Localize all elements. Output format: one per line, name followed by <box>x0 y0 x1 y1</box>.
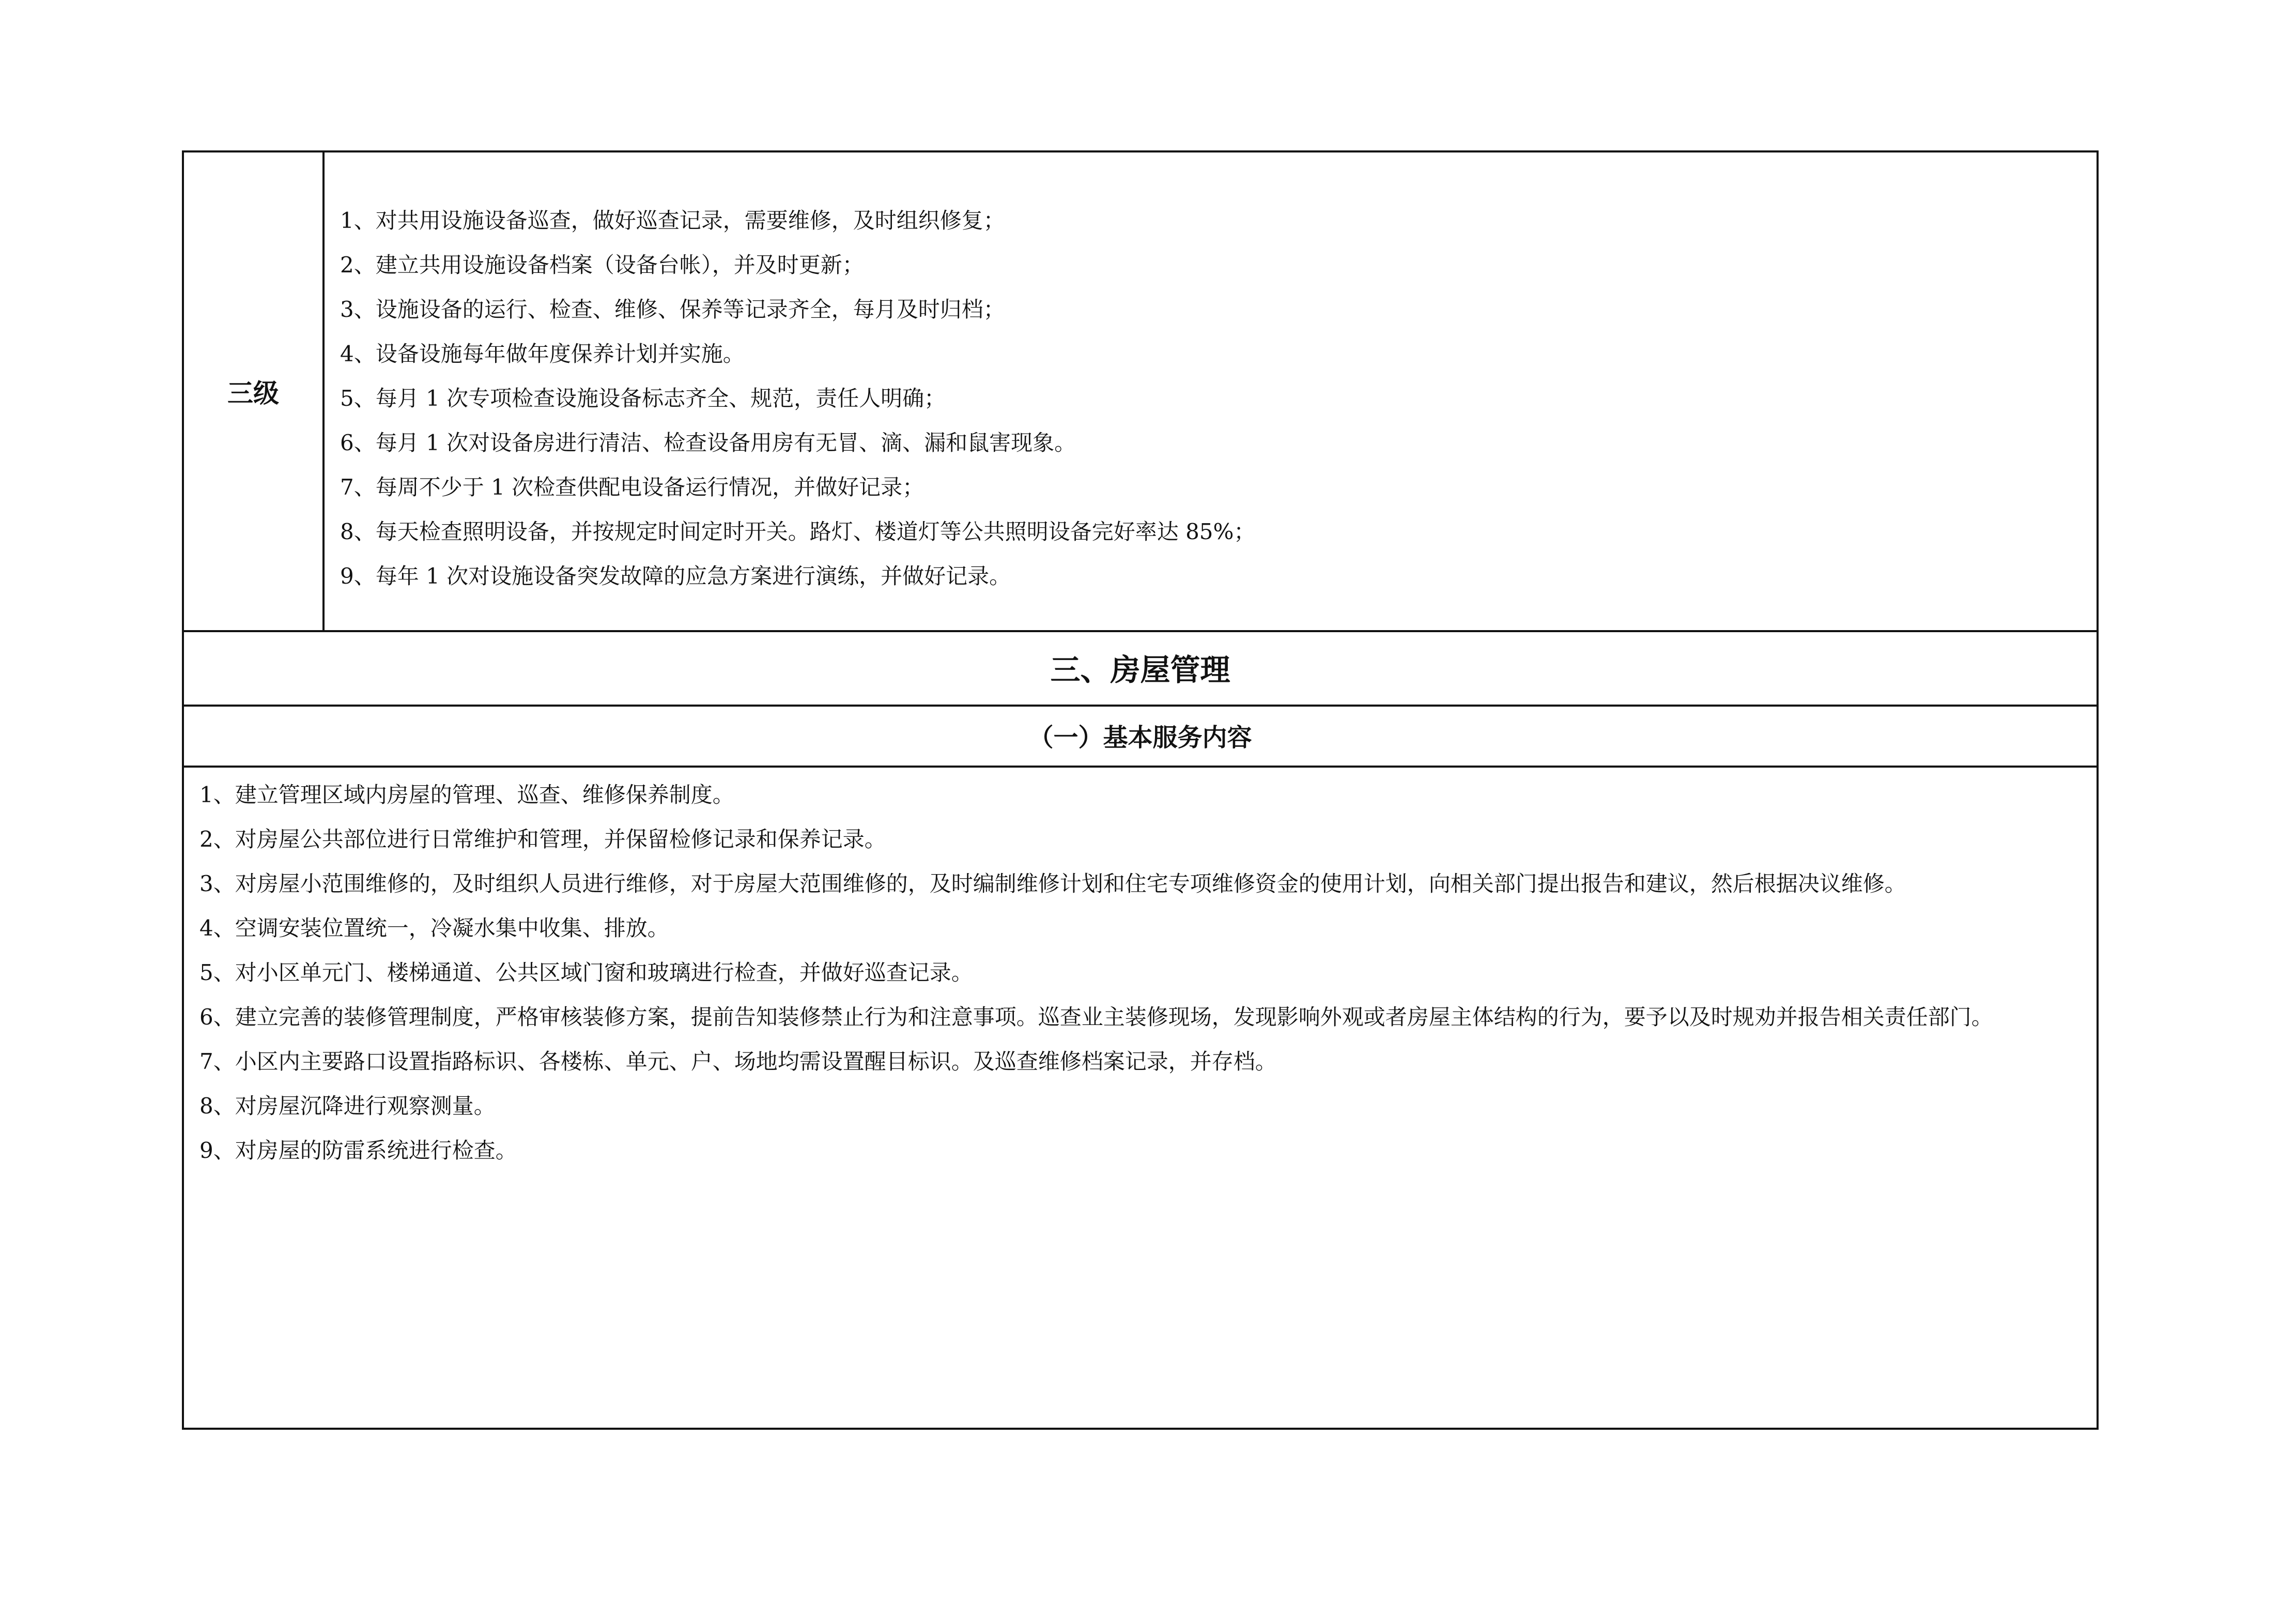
list-item: 6、每月 1 次对设备房进行清洁、检查设备用房有无冒、滴、漏和鼠害现象。 <box>340 430 1076 455</box>
list-item: 4、设备设施每年做年度保养计划并实施。 <box>340 341 745 366</box>
list-item: 7、每周不少于 1 次检查供配电设备运行情况，并做好记录； <box>340 475 924 500</box>
list-item: 7、小区内主要路口设置指路标识、各楼栋、单元、户、场地均需设置醒目标识。及巡查维修档案记录，并存档。 <box>199 1049 1277 1074</box>
list-item: 8、对房屋沉降进行观察测量。 <box>199 1093 496 1119</box>
list-item: 1、对共用设施设备巡查，做好巡查记录，需要维修，及时组织修复； <box>340 208 1005 233</box>
list-item: 4、空调安装位置统一，冷凝水集中收集、排放。 <box>199 915 669 941</box>
list-item: 5、每月 1 次专项检查设施设备标志齐全、规范，责任人明确； <box>340 386 946 411</box>
grade-item-list <box>325 152 2097 630</box>
list-item: 2、建立共用设施设备档案（设备台帐），并及时更新； <box>340 252 864 278</box>
list-item: 9、每年 1 次对设施设备突发故障的应急方案进行演练，并做好记录。 <box>340 563 1011 589</box>
list-item: 6、建立完善的装修管理制度，严格审核装修方案，提前告知装修禁止行为和注意事项。巡查业主装修现场，发现影响外观或者房屋主体结构的行为，要予以及时规劝并报告相关责任部门。 <box>199 1004 1993 1030</box>
list-item: 2、对房屋公共部位进行日常维护和管理，并保留检修记录和保养记录。 <box>199 827 886 852</box>
basic-service-content <box>184 766 2097 1428</box>
service-standard-table <box>182 150 2099 1430</box>
list-item: 5、对小区单元门、楼梯通道、公共区域门窗和玻璃进行检查，并做好巡查记录。 <box>199 960 973 985</box>
grade-label: 三级 <box>184 152 325 630</box>
grade-row <box>184 152 2097 632</box>
list-item: 9、对房屋的防雷系统进行检查。 <box>199 1138 517 1163</box>
list-item: 3、设施设备的运行、检查、维修、保养等记录齐全，每月及时归档； <box>340 297 1005 322</box>
list-item: 8、每天检查照明设备，并按规定时间定时开关。路灯、楼道灯等公共照明设备完好率达 85%； <box>340 519 1256 544</box>
subsection-title: （一）基本服务内容 <box>184 705 2097 768</box>
section-title: 三、房屋管理 <box>184 630 2097 707</box>
list-item: 1、建立管理区域内房屋的管理、巡查、维修保养制度。 <box>199 782 734 807</box>
list-item: 3、对房屋小范围维修的，及时组织人员进行维修，对于房屋大范围维修的，及时编制维修计划和住宅专项维修资金的使用计划，向相关部门提出报告和建议，然后根据决议维修。 <box>199 871 1906 896</box>
